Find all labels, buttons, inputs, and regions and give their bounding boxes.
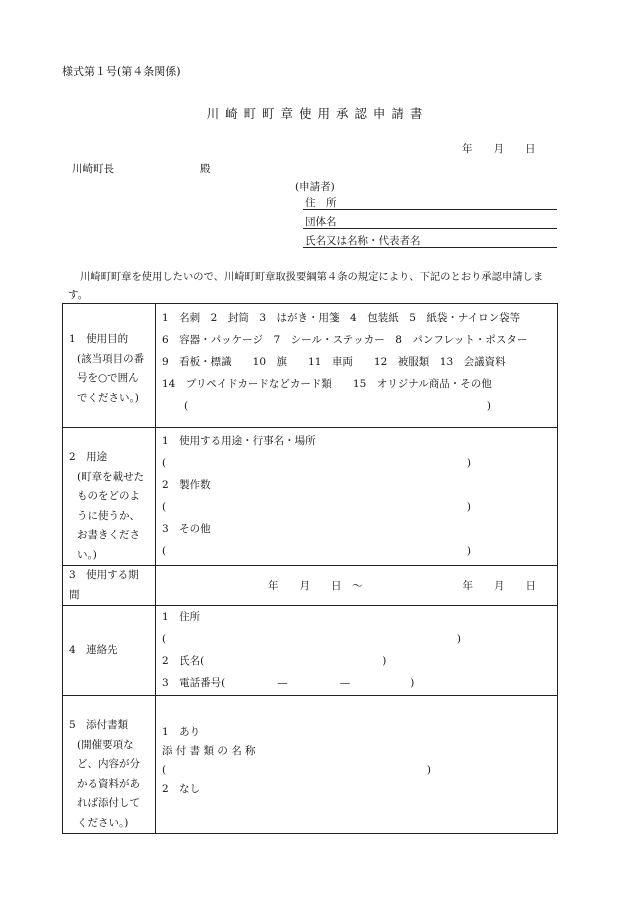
purpose-note: (該当項目の番号を○で囲んでください。): [77, 352, 145, 404]
usage-label-cell: [63, 428, 156, 566]
usage-field-3[interactable]: [162, 540, 551, 562]
applicant-label: (申請者): [295, 181, 335, 193]
paren-close: ): [486, 400, 491, 412]
honorific: 殿: [200, 163, 211, 175]
usage-item-3: 3 その他: [162, 523, 211, 535]
attach-docs-name: 添 付 書 類 の 名 称: [162, 745, 256, 757]
contact-address-field[interactable]: [162, 628, 551, 650]
paren-close: ): [466, 545, 471, 557]
purpose-label: 1 使用目的: [69, 333, 129, 345]
paren-open: (: [162, 501, 167, 513]
paren-open: (: [162, 457, 167, 469]
document-title: 川 崎 町 町 章 使 用 承 認 申 請 書: [206, 106, 424, 121]
attach-label-cell: [63, 696, 156, 834]
contact-row: [63, 606, 558, 696]
attach-item-2: 2 なし: [162, 783, 201, 795]
attach-item-1: 1 あり: [162, 726, 201, 738]
paren-close: ): [426, 764, 431, 776]
group-field-line[interactable]: [303, 228, 557, 229]
attach-note: (開催要項など、内容が分かる資料があれば添付してください。): [77, 738, 140, 829]
contact-label-cell: [63, 606, 156, 696]
application-table: [62, 303, 558, 834]
period-content-cell[interactable]: [156, 566, 558, 606]
applicant-address-label: 住 所: [305, 197, 337, 209]
phone-dash-2: —: [339, 677, 351, 689]
paren-open: (: [184, 400, 189, 412]
attach-row: [63, 696, 558, 834]
paren-open: (: [162, 633, 167, 645]
paren-open: (: [162, 545, 167, 557]
contact-item-1: 1 住所: [162, 611, 201, 623]
name-field-line[interactable]: [303, 247, 557, 248]
applicant-name-label: 氏名又は名称・代表者名: [305, 235, 421, 247]
usage-field-1[interactable]: [162, 452, 551, 474]
paren-close: ): [456, 633, 461, 645]
period-label: 3 使用する期間: [69, 569, 139, 601]
contact-phone-field[interactable]: [162, 672, 551, 694]
phone-dash-1: —: [277, 677, 288, 689]
paren-close: ): [466, 457, 471, 469]
attach-docs-field[interactable]: [162, 761, 551, 780]
usage-item-1: 1 使用する用途・行事名・場所: [162, 435, 316, 447]
usage-content-cell[interactable]: [156, 428, 558, 566]
attach-content-cell[interactable]: [156, 696, 558, 834]
purpose-line-2: 6 容器・パッケージ 7 シール・ステッカー 8 パンフレット・ポスター: [162, 334, 528, 346]
purpose-line-4: 14 プリペイドカードなどカード類 15 オリジナル商品・その他: [162, 378, 492, 390]
contact-label: 4 連絡先: [69, 643, 118, 656]
contact-item-3: 3 電話番号(: [162, 677, 226, 689]
period-label-cell: [63, 566, 156, 606]
form-number: 様式第１号(第４条関係): [62, 65, 181, 78]
applicant-group-label: 団体名: [305, 216, 337, 228]
purpose-label-cell: [63, 304, 156, 428]
date-line: 年 月 日: [462, 143, 536, 155]
period-from: 年 月 日 ～: [268, 579, 363, 592]
usage-note: (町章を載せたものをどのように使うか、お書きください。): [77, 470, 145, 561]
usage-label: 2 用途: [69, 451, 108, 463]
address-field-line[interactable]: [303, 209, 557, 210]
purpose-line-3: 9 看板・標識 10 旗 11 車両 12 被服類 13 会議資料: [162, 356, 506, 368]
intro-text: 川崎町町章を使用したいので、川崎町町章取扱要綱第４条の規定により、下記のとおり承認申請しま: [80, 271, 544, 283]
purpose-content-cell[interactable]: [156, 304, 558, 428]
paren-close: ): [382, 655, 387, 667]
purpose-row: [63, 304, 558, 428]
contact-content-cell[interactable]: [156, 606, 558, 696]
paren-open: (: [162, 764, 167, 776]
purpose-other-field[interactable]: [162, 395, 551, 417]
paren-close: ): [466, 501, 471, 513]
intro-text-continued: す。: [68, 289, 89, 301]
addressee: 川崎町長: [72, 163, 114, 175]
period-row: [63, 566, 558, 606]
usage-item-2: 2 製作数: [162, 479, 211, 491]
attach-label: 5 添付書類: [69, 719, 129, 731]
usage-field-2[interactable]: [162, 496, 551, 518]
usage-row: [63, 428, 558, 566]
contact-name-field[interactable]: [162, 650, 551, 672]
purpose-line-1: 1 名刺 2 封筒 3 はがき・用箋 4 包装紙 5 紙袋・ナイロン袋等: [162, 312, 521, 324]
paren-close: ): [410, 677, 415, 689]
contact-item-2: 2 氏名(: [162, 655, 205, 667]
period-to: 年 月 日: [462, 579, 536, 592]
